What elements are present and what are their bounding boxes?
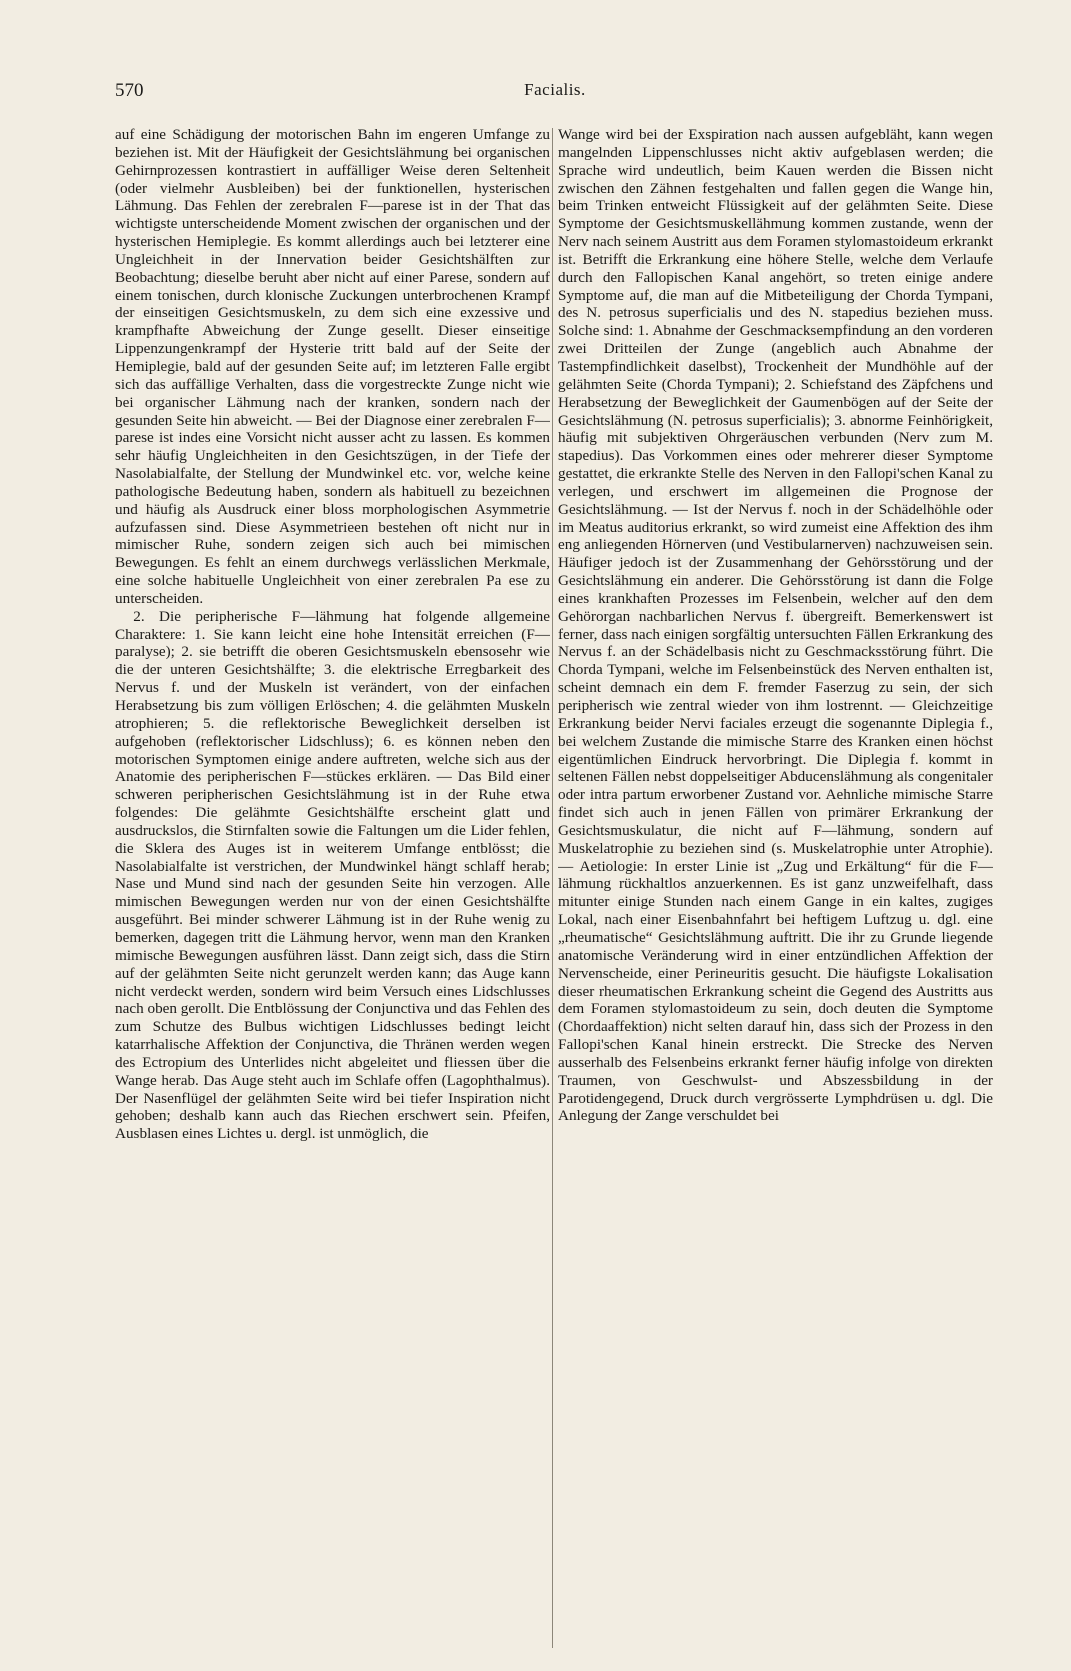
page-header bbox=[115, 80, 995, 106]
column-divider bbox=[552, 128, 553, 1648]
page-number: 570 bbox=[115, 80, 144, 101]
paragraph: Wange wird bei der Exspiration nach aussen aufgebläht, kann wegen mangelnden Lippenschlusses nicht aktiv aufgeblasen werden; die Sprache wird undeutlich, beim Kauen werden die Bissen nicht zwischen den Zähnen festgehalten und fallen gegen die Wange hin, beim Trinken entweicht Flüssigkeit auf der gelähmten Seite. Diese Symptome der Gesichtsmuskellähmung kommen zustande, wenn der Nerv nach seinem Austritt aus dem Foramen stylomastoideum erkrankt ist. Betrifft die Erkrankung eine höhere Stelle, welche dem Verlaufe durch den Fallopischen Kanal angehört, so treten einige andere Symptome auf, die man auf die Mitbeteiligung der Chorda Tympani, des N. petrosus superficialis und des N. stapedius beziehen muss. Solche sind: 1. Abnahme der Geschmacksempfindung an den vorderen zwei Dritteilen der Zunge (angeblich auch Abnahme der Tastempfindlichkeit daselbst), Trockenheit der Mundhöhle auf der gelähmten Seite (Chorda Tympani); 2. Schiefstand des Zäpfchens und Herabsetzung der Beweglichkeit der Gaumenbögen auf der Seite der Gesichtslähmung (N. petrosus superficialis); 3. abnorme Feinhörigkeit, häufig mit subjektiven Ohrgeräuschen verbunden (Nerv zum M. stapedius). Das Vorkommen eines oder mehrerer dieser Symptome gestattet, die erkrankte Stelle des Nerven in den Fallopi'schen Kanal zu verlegen, und erschwert im allgemeinen die Prognose der Gesichtslähmung. — Ist der Nervus f. noch in der Schädelhöhle oder im Meatus auditorius erkrankt, so wird zumeist eine Affektion des ihm eng anliegenden Hörnerven (und Vestibularnerven) nachzuweisen sein. Häufiger jedoch ist der Zusammenhang der Gehörsstörung und der Gesichtslähmung ein anderer. Die Gehörsstörung ist dann die Folge eines krankhaften Prozesses im Felsenbein, welcher auf den dem Gehörorgan nachbarlichen Nervus f. übergreift. Bemerkenswert ist ferner, dass nach einigen sorgfältig untersuchten Fällen Erkrankung des Nervus f. an der Schädelbasis nicht zu Geschmacksstörung führt. Die Chorda Tympani, welche im Felsenbeinstück des Nerven enthalten ist, scheint demnach ein dem F. fremder Faserzug zu sein, der sich peripherisch wie zentral wieder von ihm lostrennt. — Gleichzeitige Erkrankung beider Nervi faciales erzeugt die sogenannte Diplegia f., bei welchem Zustande die mimische Starre des Kranken einen höchst eigentümlichen Eindruck hervorbringt. Die Diplegia f. kommt in seltenen Fällen nebst doppelseitiger Abducenslähmung als congenitaler oder intra partum erworbener Zustand vor. Aehnliche mimische Starre findet sich auch in jenen Fällen von primärer Erkrankung der Gesichtsmuskulatur, die nicht auf F—lähmung, sondern auf Muskelatrophie zu beziehen sind (s. Muskelatrophie unter Atrophie). — Aetiologie: In erster Linie ist „Zug und Erkältung“ für die F—lähmung rückhaltlos anzuerkennen. Es ist ganz unzweifelhaft, dass mitunter einige Stunden nach einem Gange in ein kaltes, zugiges Lokal, nach einer Eisenbahnfahrt bei heftigem Luftzug u. dgl. eine „rheumatische“ Gesichtslähmung auftritt. Die ihr zu Grunde liegende anatomische Veränderung wird in einer entzündlichen Affektion der Nervenscheide, einer Perineuritis gesucht. Die häufigste Lokalisation dieser rheumatischen Erkrankung scheint die Gegend des Austritts aus dem Foramen stylomastoideum zu sein, doch deuten die Symptome (Chordaaffektion) nicht selten darauf hin, dass sich der Prozess in den Fallopi'schen Kanal hinein erstreckt. Die Strecke des Nerven ausserhalb des Felsenbeins erkrankt ferner häufig infolge von direkten Traumen, von Geschwulst- und Abszessbildung in der Parotidengegend, Druck durch vergrösserte Lymphdrüsen u. dgl. Die Anlegung der Zange verschuldet bei bbox=[558, 126, 993, 1125]
running-title: Facialis. bbox=[524, 80, 586, 99]
paragraph: auf eine Schädigung der motorischen Bahn im engeren Umfange zu beziehen ist. Mit der Häufigkeit der Gesichtslähmung bei organischen Gehirnprozessen kontrastiert in auffälliger Weise deren Seltenheit (oder vielmehr Ausbleiben) bei der funktionellen, hysterischen Lähmung. Das Fehlen der zerebralen F—parese ist in der That das wichtigste unterscheidende Moment zwischen der organischen und der hysterischen Hemiplegie. Es kommt allerdings auch bei letzterer eine Ungleichheit in der Innervation beider Gesichtshälften zur Beobachtung; dieselbe beruht aber nicht auf einer Parese, sondern auf einem tonischen, durch klonische Zuckungen unterbrochenen Krampf der einseitigen Gesichtsmuskeln, zu dem sich eine exzessive und krampfhafte Abweichung der Zunge gesellt. Dieser einseitige Lippenzungenkrampf der Hysterie tritt bald auf der Seite der Hemiplegie, bald auf der gesunden Seite auf; im letzteren Falle ergibt sich das auffällige Verhalten, dass die vorgestreckte Zunge nicht wie bei organischer Lähmung nach der kranken, sondern nach der gesunden Seite hin abweicht. — Bei der Diagnose einer zerebralen F—parese ist indes eine Vorsicht nicht ausser acht zu lassen. Es kommen sehr häufig Ungleichheiten in den Gesichtszügen, in der Tiefe der Nasolabialfalte, der Stellung der Mundwinkel etc. vor, welche keine pathologische Bedeutung haben, sondern als habituell zu bezeichnen und häufig als Ausdruck einer bloss morphologischen Asymmetrie aufzufassen sind. Diese Asymmetrieen bestehen oft nicht nur in mimischer Ruhe, sondern zeigen sich auch bei mimischen Bewegungen. Es fehlt an einem durchwegs verlässlichen Merkmale, eine solche habituelle Ungleichheit von einer zerebralen Pa ese zu unterscheiden. bbox=[115, 126, 550, 607]
left-column bbox=[115, 126, 550, 1646]
paragraph: 2. Die peripherische F—lähmung hat folgende allgemeine Charaktere: 1. Sie kann leicht eine hohe Intensität erreichen (F—paralyse); 2. sie betrifft die oberen Gesichtsmuskeln ebensosehr wie die der unteren Gesichtshälfte; 3. die elektrische Erregbarkeit des Nervus f. und der Muskeln ist verändert, von der einfachen Herabsetzung bis zum völligen Erlöschen; 4. die gelähmten Muskeln atrophieren; 5. die reflektorische Beweglichkeit derselben ist aufgehoben (reflektorischer Lidschluss); 6. es können neben den motorischen Symptomen einige andere auftreten, welche sich aus der Anatomie des peripherischen F—stückes erklären. — Das Bild einer schweren peripherischen Gesichtslähmung ist in der Ruhe etwa folgendes: Die gelähmte Gesichtshälfte erscheint glatt und ausdruckslos, die Stirnfalten sowie die Faltungen um die Lider fehlen, die Sklera des Auges ist in weiterem Umfange entblösst; die Nasolabialfalte ist verstrichen, der Mundwinkel hängt schlaff herab; Nase und Mund sind nach der gesunden Seite hin verzogen. Alle mimischen Bewegungen werden nur von der einen Gesichtshälfte ausgeführt. Bei minder schwerer Lähmung ist in der Ruhe wenig zu bemerken, dagegen tritt die Lähmung hervor, wenn man den Kranken mimische Bewegungen ausführen lässt. Dann zeigt sich, dass die Stirn auf der gelähmten Seite nicht gerunzelt werden kann; das Auge kann nicht verdeckt werden, sondern wird beim Versuch eines Lidschlusses nach oben gerollt. Die Entblössung der Conjunctiva und das Fehlen des zum Schutze des Bulbus wichtigen Lidschlusses bedingt leicht katarrhalische Affektion der Conjunctiva, die Thränen werden wegen des Ectropium des Unterlides nicht abgeleitet und fliessen über die Wange herab. Das Auge steht auch im Schlafe offen (Lagophthalmus). Der Nasenflügel der gelähmten Seite wird bei tiefer Inspiration nicht gehoben; deshalb kann auch das Riechen erschwert sein. Pfeifen, Ausblasen eines Lichtes u. dergl. ist unmöglich, die bbox=[115, 607, 550, 1143]
right-column bbox=[558, 126, 993, 1646]
